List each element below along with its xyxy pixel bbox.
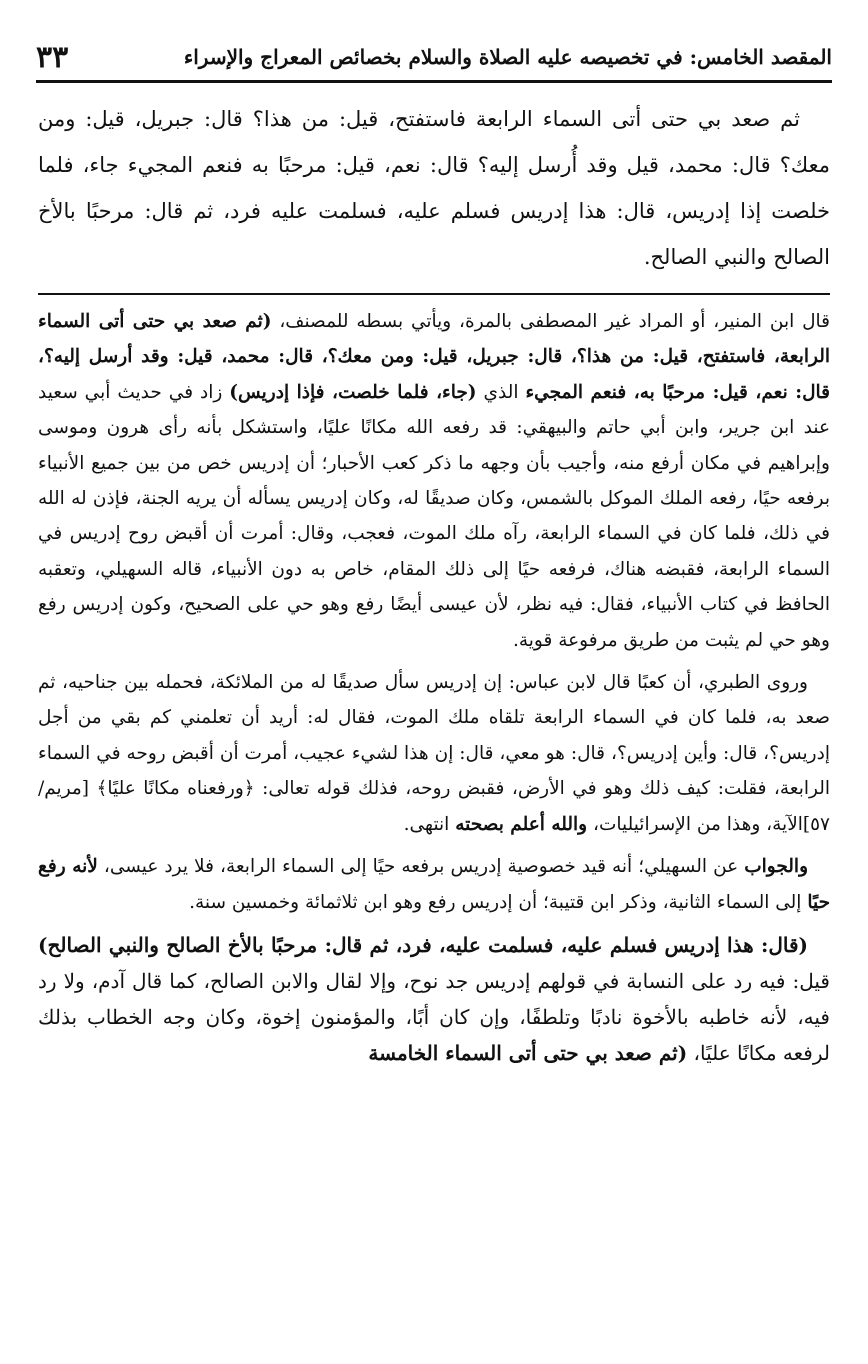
- commentary-text-run: قيل: فيه رد على النسابة في قولهم إدريس جد نوح، وإلا لقال والابن الصالح، كما قال آدم، ولا رد فيه، لأنه خاطبه بالأخوة نادبًا وتلطفًا، وإن كان أبًا، والمؤمنون إخوة، وكان وجه الخطاب بذلك لرفعه مكانًا عليًا،: [38, 968, 830, 1065]
- commentary-text-run: وروى الطبري، أن كعبًا قال لابن عباس: إن إدريس سأل صديقًا له من الملائكة، فحمله بين جناحيه، ثم صعد به، فلما كان في السماء الرابعة تلقاه ملك الموت، فقال له: أريد أن تعلمني كم بقي من أجل إدريس؟، قال: وأين إدريس؟، قال: هو معي، قال: إن هذا لشيء عجيب، أمرت أن أقبض روحه في السماء الرابعة، فقلت: كيف ذلك وهو في الأرض، فقبض روحه، فذلك قوله تعالى: ﴿ورفعناه مكانًا عليًا﴾ [مريم/٥٧]الآية، وهذا من الإسرائيليات،: [38, 672, 830, 835]
- commentary-text: [38, 304, 830, 1078]
- commentary-paragraph-2: [38, 665, 830, 842]
- running-header: [36, 34, 832, 83]
- page-number: ٣٣: [36, 39, 69, 75]
- quoted-hadith-text: (ثم صعد بي حتى أتى السماء الرابعة، فاستفتح، قيل: من هذا؟، قال: جبريل، قيل: ومن معك؟، قال: محمد، قيل: وقد أرسل إليه؟، قال: نعم، قيل: مرحبًا به، فنعم المجيء: [38, 311, 830, 403]
- commentary-text-run: عن السهيلي؛ أنه قيد خصوصية إدريس برفعه حيًا إلى السماء الرابعة، فلا يرد عيسى،: [97, 856, 745, 878]
- quoted-hadith-text: (جاء، فلما خلصت، فإذا إدريس): [229, 381, 477, 403]
- commentary-text-run: إلى السماء الثانية، وذكر ابن قتيبة؛ أن إدريس رفع وهو ابن ثلاثمائة وخمسين سنة.: [189, 891, 808, 913]
- emphasized-text: لأنه رفع حيًا: [38, 856, 830, 913]
- commentary-text-run: انتهى.: [403, 813, 456, 835]
- commentary-text-run: زاد في حديث أبي سعيد عند ابن جرير، وابن أبي حاتم والبيهقي: قد رفعه الله مكانًا عليًا، واستشكل بأنه رأى هرون وموسى وإبراهيم في مكان أرفع منه، وأجيب بأن وجهه ما ذكر كعب الأحبار؛ أن إدريس خص من بين جميع الأنبياء برفعه حيًا، رفعه الملك الموكل بالشمس، وكان صديقًا له، وكان إدريس يسأله أن يريه الجنة، فإذن له الله في ذلك، فلما كان في السماء الرابعة، رآه ملك الموت، فعجب، وقال: أمرت أن أقبض روح إدريس في السماء الرابعة، فقبضه هناك، فرفعه حيًا إلى ذلك المقام، خاص به دون الأنبياء، قاله السهيلي، وتعقبه الحافظ في كتاب الأنبياء، فقال: فيه نظر، لأن عيسى أيضًا رفع وهو حي على الصحيح، وكون إدريس رفع وهو حي لم يثبت من طريق مرفوعة قوية.: [38, 381, 830, 651]
- commentary-text-run: الذي: [476, 381, 526, 403]
- emphasized-text: والله أعلم بصحته: [455, 813, 588, 835]
- commentary-paragraph-3: [38, 849, 830, 920]
- hadith-text: [38, 96, 830, 280]
- commentary-text-run: قال ابن المنير، أو المراد غير المصطفى بالمرة، ويأتي بسطه للمصنف،: [271, 311, 830, 332]
- commentary-paragraph-1: [38, 304, 830, 658]
- emphasized-text: والجواب: [744, 856, 808, 878]
- chapter-title: المقصد الخامس: في تخصيصه عليه الصلاة والسلام بخصائص المعراج والإسراء: [183, 45, 832, 69]
- quoted-hadith-text: (قال: هذا إدريس فسلم عليه، فسلمت عليه، فرد، ثم قال: مرحبًا بالأخ الصالح والنبي الصالح): [38, 932, 808, 957]
- section-divider: [38, 293, 830, 295]
- quoted-hadith-text: (ثم صعد بي حتى أتى السماء الخامسة: [368, 1040, 688, 1065]
- hadith-paragraph: ثم صعد بي حتى أتى السماء الرابعة فاستفتح، قيل: من هذا؟ قال: جبريل، قيل: ومن معك؟ قال: محمد، قيل وقد أُرسل إليه؟ قال: نعم، قيل: مرحبًا به فنعم المجيء جاء، فلما خلصت إذا إدريس، قال: هذا إدريس فسلم عليه، فسلمت عليه فرد، ثم قال: مرحبًا بالأخ الصالح والنبي الصالح.: [38, 107, 830, 269]
- commentary-paragraph-4: [38, 927, 830, 1071]
